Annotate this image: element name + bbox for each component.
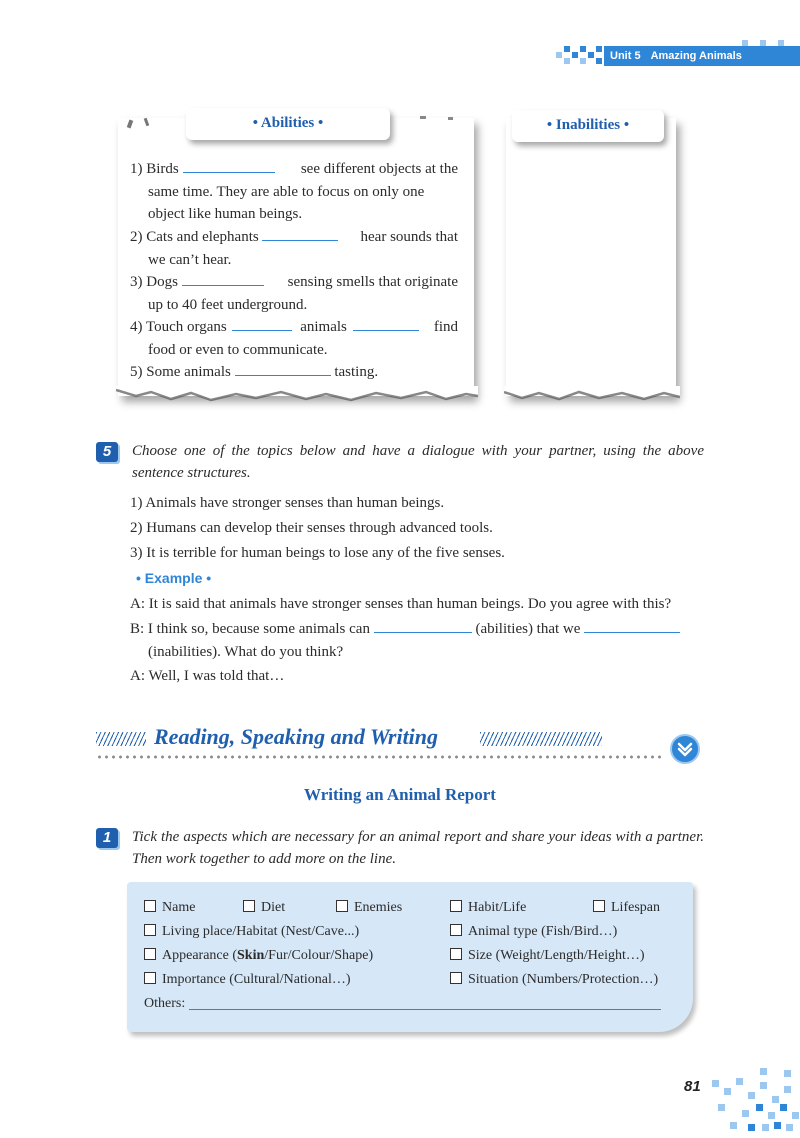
item-text: see different objects at the: [300, 161, 458, 177]
checkbox-label-bold: Skin: [237, 948, 265, 963]
unit-title: Amazing Animals: [650, 50, 742, 62]
checkbox-enemies[interactable]: [336, 899, 402, 917]
item-text: 3) Dogs: [130, 274, 178, 290]
item-text: we can’t hear.: [148, 251, 232, 268]
answer-blank[interactable]: [374, 619, 472, 633]
unit-number: Unit 5: [610, 50, 641, 62]
checkbox-label: Diet: [261, 900, 286, 915]
heading-hatch-left: [96, 732, 146, 746]
checkbox-importance[interactable]: [144, 971, 351, 989]
ability-item-1: [130, 158, 458, 226]
checkbox-diet[interactable]: [243, 899, 285, 917]
checkbox-size[interactable]: [450, 947, 645, 965]
checkbox-square[interactable]: [243, 900, 255, 912]
checkbox-appearance[interactable]: [144, 947, 373, 965]
checkbox-label: Living place/Habitat (Nest/Cave...): [162, 924, 360, 939]
ability-item-3: [130, 271, 458, 316]
task-1-badge: 1: [96, 828, 118, 848]
checkbox-name[interactable]: [144, 899, 195, 917]
checkbox-square[interactable]: [144, 924, 156, 936]
item-text: animals: [300, 319, 347, 335]
checkbox-lifespan[interactable]: [593, 899, 660, 917]
checkbox-label: /Fur/Colour/Shape): [264, 948, 374, 963]
item-text: 4) Touch organs: [130, 319, 227, 335]
others-label: Others:: [144, 996, 186, 1011]
dialogue-text: B: I think so, because some animals can: [130, 621, 370, 637]
checkbox-square[interactable]: [336, 900, 348, 912]
inabilities-torn-bottom: [504, 386, 680, 408]
dialogue-a1: A: It is said that animals have stronger senses than human beings. Do you agree with this?: [130, 596, 672, 612]
answer-blank[interactable]: [353, 317, 419, 331]
checkbox-animal-type[interactable]: [450, 923, 617, 941]
page-number: 81: [684, 1078, 701, 1095]
section-title: Reading, Speaking and Writing: [154, 724, 439, 749]
answer-blank[interactable]: [262, 227, 338, 241]
checkbox-label: Enemies: [354, 900, 403, 915]
item-text: object like human beings.: [148, 206, 303, 222]
dotted-divider: [96, 755, 662, 759]
others-input-line[interactable]: [189, 1009, 661, 1010]
ability-item-4: [130, 316, 458, 361]
checkbox-label: Habit/Life: [468, 900, 527, 915]
ability-item-5: [130, 361, 458, 384]
dialogue-text: (abilities) that we: [475, 621, 581, 637]
ability-item-2: [130, 226, 458, 271]
item-text: food or even to communicate.: [148, 341, 328, 358]
item-text: sensing smells that originate: [287, 274, 458, 290]
answer-blank[interactable]: [584, 619, 680, 633]
item-text: tasting.: [334, 364, 379, 380]
checkbox-label: Appearance (: [162, 948, 238, 963]
answer-blank[interactable]: [183, 159, 275, 173]
answer-blank[interactable]: [232, 317, 292, 331]
sub-title: Writing an Animal Report: [304, 785, 496, 804]
heading-hatch-right: [480, 732, 602, 746]
checkbox-square[interactable]: [450, 924, 462, 936]
dialogue-b1: [130, 618, 680, 640]
answer-blank[interactable]: [235, 362, 331, 376]
task-1-instruction: Tick the aspects which are necessary for an animal report and share your ideas with a partner. Then work together to add more on the line.: [132, 829, 704, 867]
checkbox-label: Name: [162, 900, 196, 915]
item-text: same time. They are able to focus on only one: [148, 183, 425, 200]
checkbox-square[interactable]: [450, 948, 462, 960]
item-text: 5) Some animals: [130, 364, 231, 380]
answer-blank[interactable]: [182, 272, 264, 286]
topic-1: 1) Animals have stronger senses than human beings.: [130, 495, 445, 511]
task-5-badge: 5: [96, 442, 118, 462]
item-text: up to 40 feet underground.: [148, 296, 308, 313]
checkbox-square[interactable]: [144, 972, 156, 984]
topic-2: 2) Humans can develop their senses through advanced tools.: [130, 520, 493, 536]
checkbox-habit-life[interactable]: [450, 899, 526, 917]
checkbox-living-place[interactable]: [144, 923, 359, 941]
checkbox-label: Importance (Cultural/National…): [162, 972, 351, 987]
checkbox-situation[interactable]: [450, 971, 658, 989]
unit-header-banner: [604, 46, 800, 66]
abilities-torn-bottom: [116, 386, 478, 408]
checkbox-square[interactable]: [593, 900, 605, 912]
item-text: 1) Birds: [130, 161, 179, 177]
dialogue-b1-cont: (inabilities). What do you think?: [148, 644, 344, 660]
checkbox-square[interactable]: [144, 948, 156, 960]
example-label: • Example •: [136, 570, 212, 586]
checkbox-square[interactable]: [144, 900, 156, 912]
chevron-down-icon[interactable]: [670, 734, 700, 764]
checkbox-label: Size (Weight/Length/Height…): [468, 948, 645, 963]
dialogue-a2: A: Well, I was told that…: [130, 668, 285, 684]
item-text: find: [433, 319, 458, 335]
checkbox-label: Lifespan: [611, 900, 660, 915]
checkbox-label: Animal type (Fish/Bird…): [468, 924, 618, 939]
item-text: 2) Cats and elephants: [130, 229, 259, 245]
abilities-tab: • Abilities •: [186, 108, 390, 140]
inabilities-tab: • Inabilities •: [512, 110, 664, 142]
topic-3: 3) It is terrible for human beings to lose any of the five senses.: [130, 545, 505, 561]
checkbox-square[interactable]: [450, 900, 462, 912]
item-text: hear sounds that: [360, 229, 458, 245]
checkbox-square[interactable]: [450, 972, 462, 984]
checkbox-label: Situation (Numbers/Protection…): [468, 972, 659, 987]
inabilities-card: [506, 118, 676, 396]
task-5-instruction: Choose one of the topics below and have a dialogue with your partner, using the above sentence structures.: [132, 443, 704, 481]
